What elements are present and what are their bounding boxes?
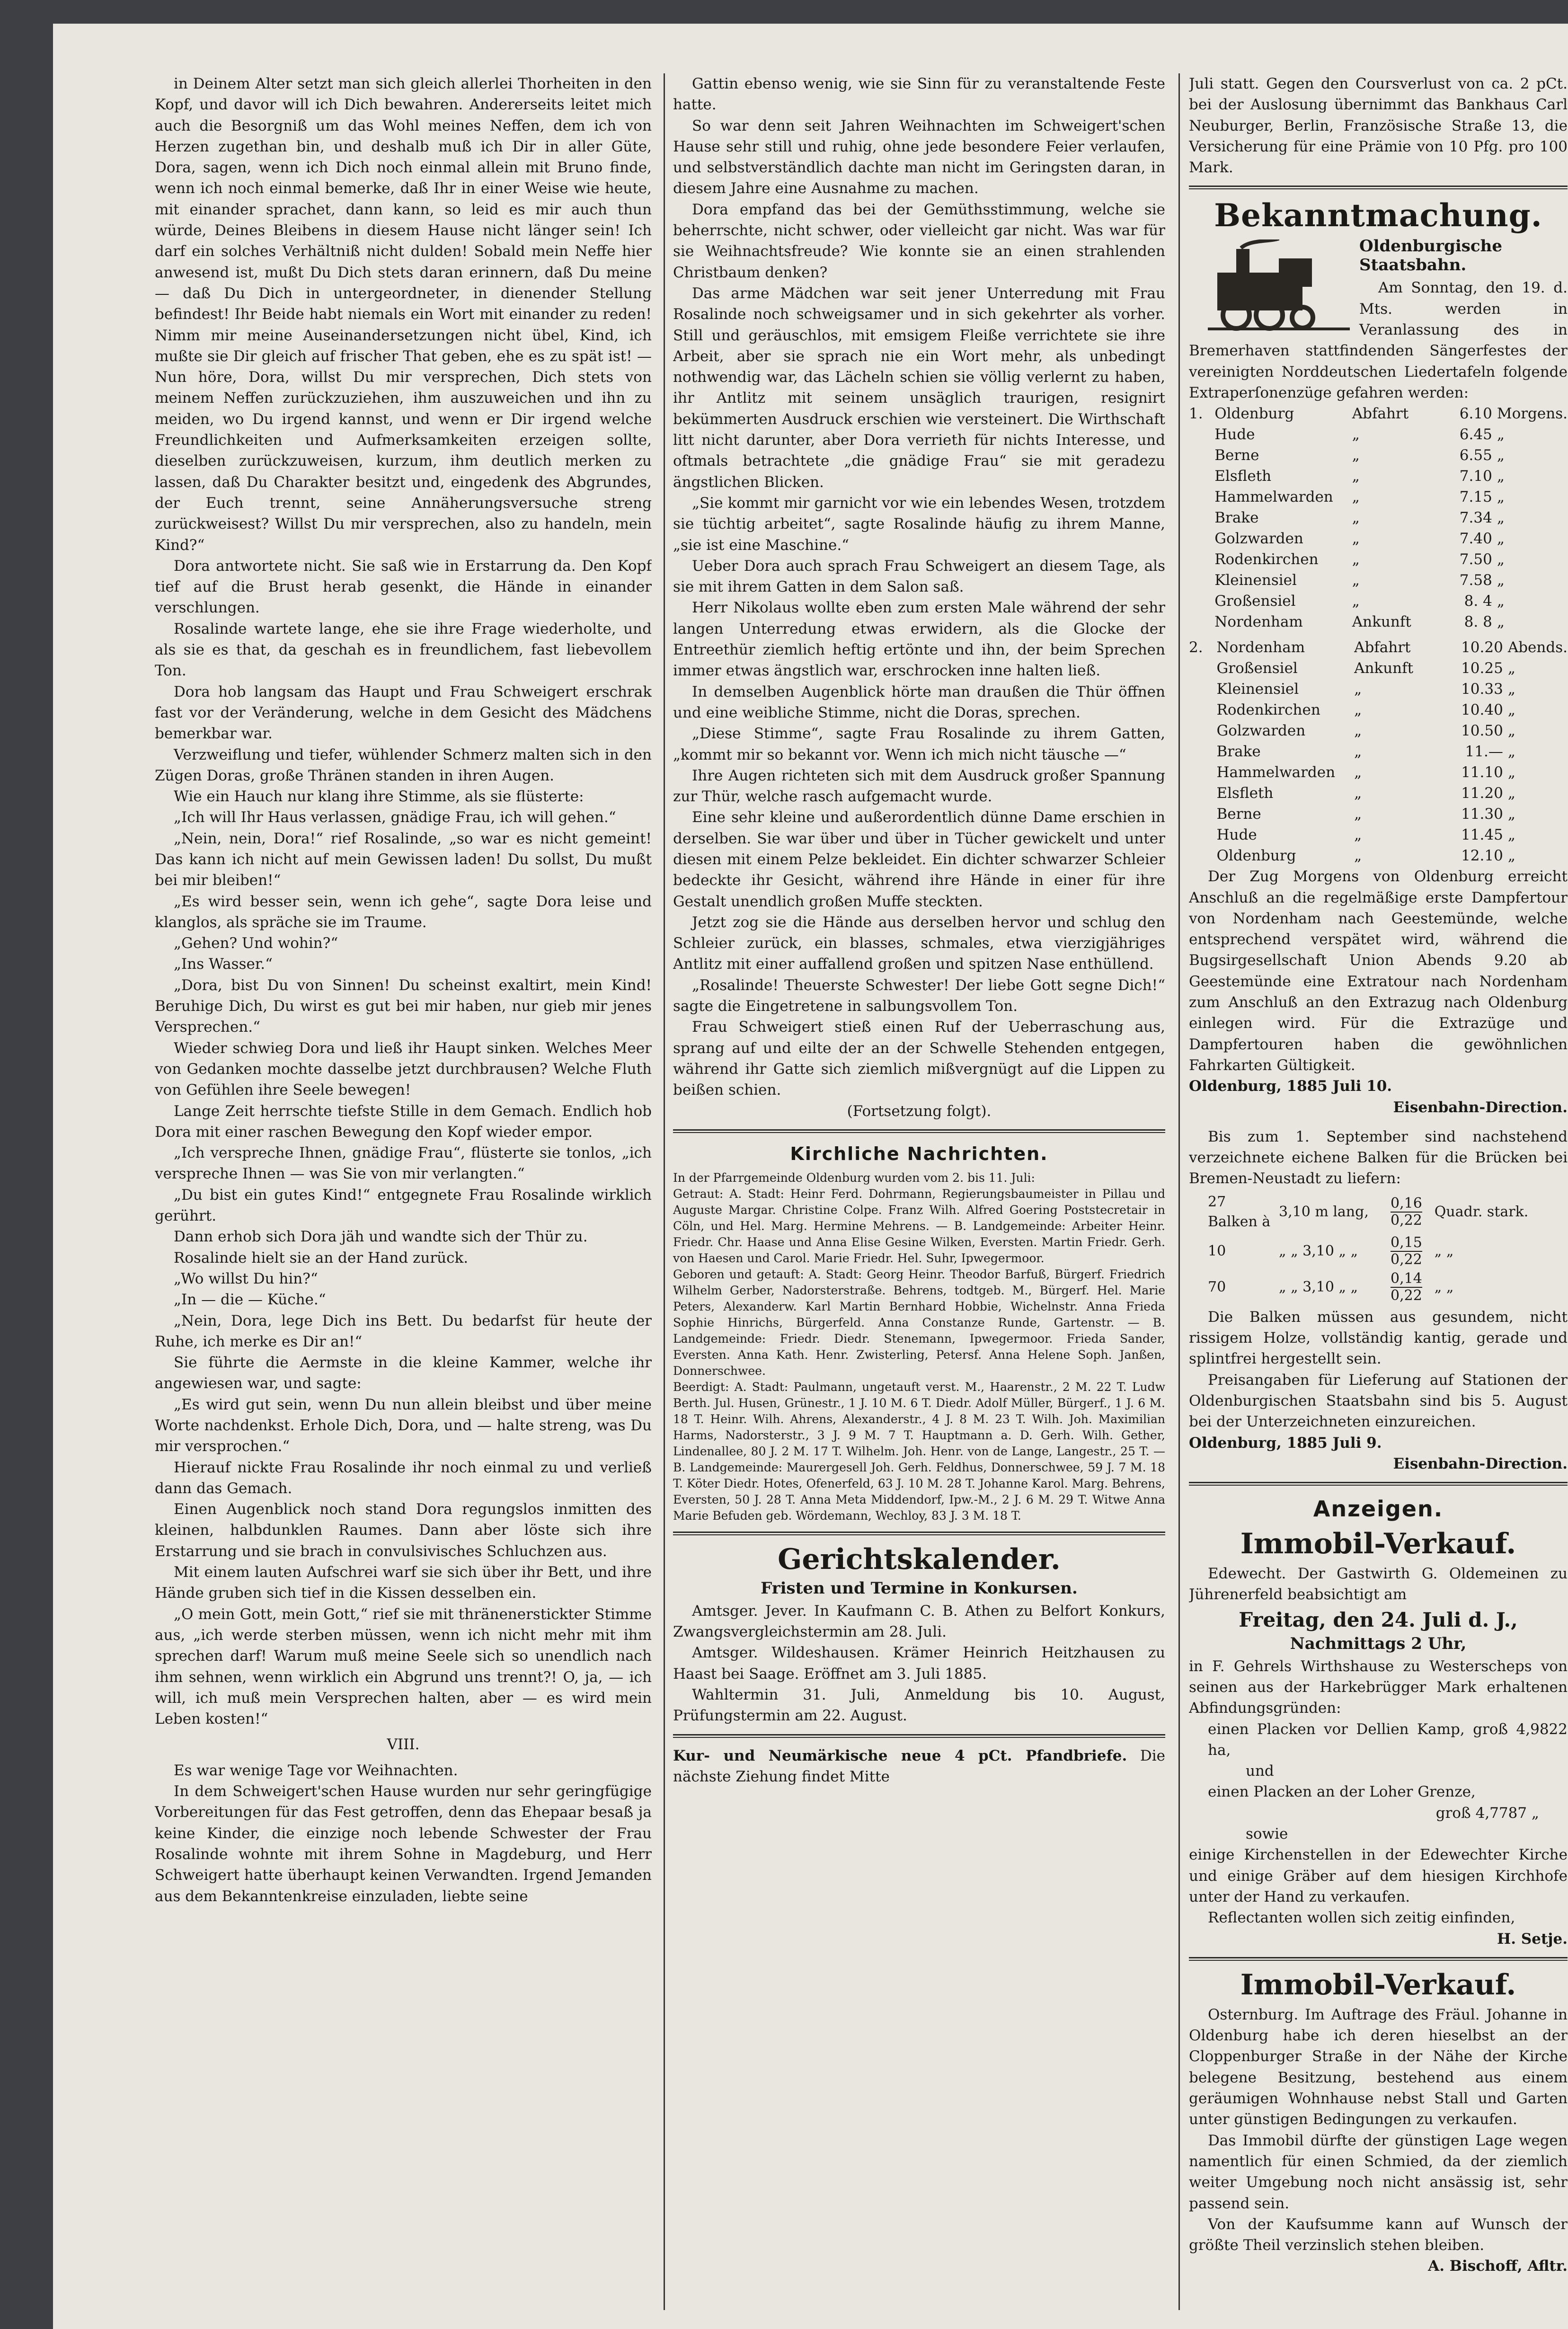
- notice-signature: Eisenbahn-Direction.: [1393, 1098, 1568, 1116]
- train-time: 10.40: [1461, 701, 1503, 719]
- paragraph: „Ich verspreche Ihnen, gnädige Frau“, flüsterte sie tonlos, „ich verspreche Ihnen — was Sie von mir verlangten.“: [155, 1144, 652, 1183]
- ad1-time: Nachmittags 2 Uhr,: [1290, 1634, 1467, 1653]
- time-of-day: „: [1507, 660, 1515, 677]
- beam-row: [1189, 1192, 1568, 1232]
- column-1: [155, 73, 652, 2310]
- paragraph: Eine sehr kleine und außerordentlich dünne Dame erschien in derselben. Sie war über und über in Tücher gewickelt und unter diesen mit einem Pelze bekleidet. Ein dichter schwarzer Schleier bedeckte ihr Gesicht, während ihre Hände in einer für ihre Gestalt unendlich großen Muffe steckten.: [673, 809, 1165, 910]
- divider: [673, 1734, 1165, 1738]
- train-time: 6.55: [1459, 447, 1492, 464]
- ad2-text-2: Das Immobil dürfte der günstigen Lage wegen namentlich für einen Schmied, da der ziemlich weiter Umgebung noch nicht ansässig ist, sehr passend sein.: [1189, 2132, 1568, 2212]
- station-name: Berne: [1216, 806, 1261, 823]
- train-time: 11.45: [1461, 826, 1503, 844]
- departure-arrival: „: [1354, 722, 1362, 740]
- notice-subheading: Oldenburgische Staatsbahn.: [1359, 237, 1502, 275]
- time-of-day: „: [1507, 681, 1515, 698]
- station-name: Großensiel: [1216, 660, 1298, 677]
- beam-unit: „ „: [1434, 1242, 1454, 1259]
- beams-intro: Bis zum 1. September sind nachstehend verzeichnete eichene Balken für die Brücken bei Bremen-Neustadt zu liefern:: [1189, 1128, 1568, 1187]
- time-of-day: „: [1497, 530, 1505, 548]
- train-time: 10.33: [1461, 681, 1503, 698]
- station-name: Hude: [1216, 826, 1257, 844]
- column-2: [673, 73, 1165, 2310]
- train-time: 7.10: [1459, 468, 1492, 485]
- time-of-day: „: [1507, 743, 1515, 761]
- beams-signature: Eisenbahn-Direction.: [1393, 1455, 1568, 1472]
- divider: [1189, 1957, 1568, 1961]
- beam-count: 10: [1208, 1242, 1226, 1259]
- train-time: 7.40: [1459, 530, 1492, 548]
- paragraph: „Gehen? Und wohin?“: [174, 935, 338, 952]
- departure-arrival: „: [1352, 468, 1360, 485]
- paragraph: „Es wird gut sein, wenn Du nun allein bleibst und über meine Worte nachdenkst. Erhole Dich, Dora, und — halte streng, was Du mir versprochen.“: [155, 1396, 652, 1455]
- paragraph: „Nein, Dora, lege Dich ins Bett. Du bedarfst für heute der Ruhe, ich merke es Dir an!“: [155, 1312, 652, 1350]
- ad1-and: und: [1246, 1762, 1274, 1780]
- train-row: [1189, 762, 1568, 783]
- train-number: [1189, 783, 1217, 804]
- divider: [1189, 1482, 1568, 1486]
- time-of-day: Morgens.: [1497, 405, 1568, 423]
- chapter-heading: VIII.: [387, 1736, 420, 1753]
- paragraph: „In — die — Küche.“: [174, 1291, 326, 1309]
- notice-heading: Bekanntmachung.: [1214, 197, 1542, 234]
- paragraph: Ueber Dora auch sprach Frau Schweigert an diesem Tage, als sie mit ihrem Gatten in dem Salon saß.: [673, 557, 1165, 596]
- train-row: [1189, 741, 1568, 762]
- time-of-day: „: [1497, 572, 1505, 589]
- time-of-day: „: [1497, 488, 1505, 506]
- paragraph: „Nein, nein, Dora!“ rief Rosalinde, „so war es nicht gemeint! Das kann ich nicht auf mein Gewissen laden! Du sollst, Du mußt bei mir bleiben!“: [155, 830, 652, 889]
- church-news: [673, 1170, 1165, 1524]
- column-rule: [664, 73, 665, 2310]
- train-row: [1189, 658, 1568, 679]
- paragraph: In der Pfarrgemeinde Oldenburg wurden vom 2. bis 11. Juli:: [673, 1170, 1035, 1185]
- fraction-bottom: 0,22: [1391, 1251, 1422, 1268]
- story-text: [155, 73, 652, 1729]
- paragraph: Sie führte die Aermste in die kleine Kammer, welche ihr angewiesen war, und sagte:: [155, 1354, 652, 1392]
- paragraph: Lange Zeit herrschte tiefste Stille in dem Gemach. Endlich hob Dora mit einer raschen Bewegung den Kopf wieder empor.: [155, 1102, 652, 1141]
- paragraph: Ihre Augen richteten sich mit dem Ausdruck großer Spannung zur Thür, welche rasch aufgemacht wurde.: [673, 767, 1165, 806]
- fraction-top: 0,16: [1391, 1195, 1422, 1212]
- paragraph: „Du bist ein gutes Kind!“ entgegnete Frau Rosalinde wirklich gerührt.: [155, 1186, 652, 1225]
- train-row: [1189, 824, 1568, 845]
- train-row: [1189, 466, 1568, 487]
- paragraph: Verzweiflung und tiefer, wühlender Schmerz malten sich in den Zügen Doras, große Thränen standen in ihren Augen.: [155, 746, 652, 784]
- train-time: 12.10: [1461, 847, 1503, 865]
- paragraph: So war denn seit Jahren Weihnachten im Schweigert'schen Hause sehr still und ruhig, ohne jede besondere Feier verlaufen, und selbstverständlich dachte man nicht im Geringsten daran, in diesem Jahre eine Ausnahme zu machen.: [673, 117, 1165, 197]
- train-number: [1189, 424, 1214, 445]
- beams-list: [1189, 1192, 1568, 1304]
- station-name: Rodenkirchen: [1216, 701, 1320, 719]
- train-time: 6.45: [1459, 426, 1492, 443]
- paragraph: Dora antwortete nicht. Sie saß wie in Erstarrung da. Den Kopf tief auf die Brust herab gesenkt, die Hände in einander verschlungen.: [155, 557, 652, 617]
- beams-place: Oldenburg, 1885 Juli 9.: [1189, 1434, 1382, 1452]
- train-time: 7.15: [1459, 488, 1492, 506]
- ad1-lot-1: einen Placken vor Dellien Kamp, groß 4,9822 ha,: [1208, 1720, 1568, 1759]
- divider: [1189, 186, 1568, 189]
- paragraph: Rosalinde wartete lange, ehe sie ihre Frage wiederholte, und als sie es that, da geschah es in freundlichem, fast liebevollem Ton.: [155, 620, 652, 680]
- departure-arrival: Abfahrt: [1354, 639, 1411, 656]
- ad2-signature: A. Bischoff, Afltr.: [1428, 2258, 1568, 2275]
- departure-arrival: „: [1352, 572, 1360, 589]
- train-number: [1189, 762, 1217, 783]
- bonds-notice: [673, 1745, 1165, 1788]
- ad1-date: Freitag, den 24. Juli d. J.,: [1239, 1608, 1518, 1631]
- fraction-bottom: 0,22: [1391, 1212, 1422, 1229]
- train-table-2: [1189, 637, 1568, 866]
- departure-arrival: „: [1354, 785, 1362, 802]
- station-name: Brake: [1214, 509, 1259, 527]
- station-name: Hude: [1214, 426, 1255, 443]
- paragraph: Wahltermin 31. Juli, Anmeldung bis 10. August, Prüfungstermin am 22. August.: [673, 1686, 1165, 1725]
- beam-length: „ „ 3,10 „ „: [1279, 1242, 1358, 1259]
- station-name: Nordenham: [1214, 613, 1303, 631]
- train-number: [1189, 466, 1214, 487]
- time-of-day: „: [1497, 468, 1505, 485]
- train-time: 7.34: [1459, 509, 1492, 527]
- train-row: [1189, 783, 1568, 804]
- ad1-also: sowie: [1246, 1825, 1288, 1843]
- departure-arrival: Ankunft: [1352, 613, 1411, 631]
- paragraph: Amtsger. Wildeshausen. Krämer Heinrich Heitzhausen zu Haast bei Saage. Eröffnet am 3. Juli 1885.: [673, 1644, 1165, 1683]
- paragraph: „Ins Wasser.“: [174, 956, 273, 973]
- beam-fraction: [1391, 1235, 1422, 1268]
- ad1-lot-2-size: groß 4,7787 „: [1435, 1804, 1539, 1822]
- train-number: [1189, 507, 1214, 528]
- paragraph: „Diese Stimme“, sagte Frau Rosalinde zu ihrem Gatten, „kommt mir so bekannt vor. Wenn ich mich nicht täusche —“: [673, 725, 1165, 763]
- paragraph: „Rosalinde! Theuerste Schwester! Der liebe Gott segne Dich!“ sagte die Eingetretene in salbungsvollem Ton.: [673, 976, 1165, 1015]
- departure-arrival: „: [1352, 551, 1360, 568]
- station-name: Nordenham: [1216, 639, 1305, 656]
- court-subheading: Fristen und Termine in Konkursen.: [761, 1578, 1078, 1598]
- ad1-text-3: einige Kirchenstellen in der Edewechter Kirche und einige Gräber auf dem hiesigen Kirchhofe unter der Hand zu verkaufen.: [1189, 1846, 1568, 1905]
- train-time: 8. 8: [1464, 613, 1492, 631]
- train-row: [1189, 611, 1568, 632]
- beam-row: [1189, 1271, 1568, 1304]
- ad1-text-2: in F. Gehrels Wirthshause zu Westerscheps von seinen aus der Harkebrügger Mark erhaltenen Abfindungsgründen:: [1189, 1657, 1568, 1717]
- beam-unit: Quadr. stark.: [1434, 1203, 1529, 1220]
- station-name: Elsfleth: [1214, 468, 1272, 485]
- train-row: [1189, 679, 1568, 700]
- train-time: 11.10: [1461, 764, 1503, 781]
- train-row: [1189, 424, 1568, 445]
- departure-arrival: „: [1352, 426, 1360, 443]
- time-of-day: Abends.: [1507, 639, 1568, 656]
- train-number: [1189, 741, 1217, 762]
- station-name: Golzwarden: [1214, 530, 1303, 548]
- departure-arrival: „: [1352, 593, 1360, 610]
- departure-arrival: „: [1354, 681, 1362, 698]
- paragraph: Mit einem lauten Aufschrei warf sie sich über ihr Bett, und ihre Hände gruben sich tief in die Kissen desselben ein.: [155, 1564, 652, 1602]
- train-row: [1189, 591, 1568, 611]
- train-time: 6.10: [1459, 405, 1492, 423]
- notice-place: Oldenburg, 1885 Juli 10.: [1189, 1078, 1392, 1095]
- ad2-text-3: Von der Kaufsumme kann auf Wunsch der größte Theil verzinslich stehen bleiben.: [1189, 2215, 1568, 2254]
- paragraph: Beerdigt: A. Stadt: Paulmann, ungetauft verst. M., Haarenstr., 2 M. 22 T. Ludw Berth. Jul. Husen, Grünestr., 1 J. 10 M. 6 T. Diedr. Adolf Müller, Bürgerf., 1 J. 6 M. 18 T. Heinr. Wilh. Ahrens, Alexanderstr., 4 J. 8 M. 23 T. Wilh. Joh. Maximilian Harms, Nadorsterstr., 3 J. 9 M. 7 T. Hauptmann a. D. Gerh. Wilh. Gether, Lindenallee, 80 J. 2 M. 17 T. Wilhelm. Joh. Henr. von de Lange, Langestr., 25 T. — B. Landgemeinde: Maurergesell Joh. Gerh. Feldhus, Donnerschwee, 59 J. 7 M. 18 T. Köter Diedr. Hotes, Ofenerfeld, 63 J. 10 M. 28 T. Johanne Karol. Marg. Behrens, Eversten, 50 J. 28 T. Anna Meta Middendorf, Ipw.-M., 2 J. 6 M. 29 T. Witwe Anna Marie Befuden geb. Wördemann, Wechloy, 83 J. 3 M. 18 T.: [673, 1380, 1165, 1523]
- ad1-signature: H. Setje.: [1497, 1930, 1568, 1948]
- train-number: [1189, 487, 1214, 507]
- train-time: 10.20: [1461, 639, 1503, 656]
- train-number: [1189, 720, 1217, 741]
- column-rule: [1178, 73, 1180, 2310]
- train-number: [1189, 570, 1214, 591]
- train-number: [1189, 611, 1214, 632]
- paragraph: In dem Schweigert'schen Hause wurden nur sehr geringfügige Vorbereitungen für das Fest getroffen, denn das Ehepaar besaß ja keine Kinder, die einzige noch lebende Schwester der Frau Rosalinde wohnte mit ihrem Sohne in Magdeburg, und Herr Schweigert hatte überhaupt keinen Verwandten. Irgend Jemanden aus dem Bekanntenkreise einzuladen, liebte seine: [155, 1783, 652, 1905]
- train-number: [1189, 658, 1217, 679]
- departure-arrival: „: [1354, 701, 1362, 719]
- station-name: Rodenkirchen: [1214, 551, 1319, 568]
- train-number: [1189, 700, 1217, 720]
- ad2-text: Osternburg. Im Auftrage des Fräul. Johanne in Oldenburg habe ich deren hieselbst an der Cloppenburger Straße in der Nähe der Kirche belegene Besitzung, bestehend aus einem geräumigen Wohnhause nebst Stall und Garten unter günstigen Bedingungen zu verkaufen.: [1189, 2006, 1568, 2128]
- beams-after: Die Balken müssen aus gesundem, nicht rissigem Holze, vollständig kantig, gerade und splintfrei hergestellt sein.: [1189, 1308, 1568, 1368]
- beam-unit: „ „: [1434, 1278, 1454, 1295]
- time-of-day: „: [1497, 613, 1505, 631]
- beam-count: 27 Balken à: [1208, 1193, 1271, 1230]
- train-time: 8. 4: [1464, 593, 1492, 610]
- departure-arrival: „: [1352, 530, 1360, 548]
- departure-arrival: Ankunft: [1354, 660, 1414, 677]
- time-of-day: „: [1497, 426, 1505, 443]
- time-of-day: „: [1507, 764, 1515, 781]
- ad1-text-4: Reflectanten wollen sich zeitig einfinden,: [1208, 1909, 1515, 1927]
- station-name: Kleinensiel: [1216, 681, 1299, 698]
- departure-arrival: Abfahrt: [1352, 405, 1409, 423]
- time-of-day: „: [1507, 701, 1515, 719]
- beam-fraction: [1391, 1195, 1422, 1229]
- train-number: [1189, 824, 1217, 845]
- paragraph: Herr Nikolaus wollte eben zum ersten Male während der sehr langen Unterredung etwas erwidern, als die Glocke der Entreethür ziemlich heftig ertönte und ihn, der beim Sprechen immer etwas ängstlich war, erschrocken inne halten ließ.: [673, 599, 1165, 680]
- departure-arrival: „: [1354, 743, 1362, 761]
- paragraph: Wieder schwieg Dora und ließ ihr Haupt sinken. Welches Meer von Gedanken mochte dasselbe jetzt durchbrausen? Welche Fluth von Gefühlen ihre Seele bewegen!: [155, 1039, 652, 1099]
- beam-row: [1189, 1235, 1568, 1268]
- time-of-day: „: [1507, 826, 1515, 844]
- time-of-day: „: [1497, 551, 1505, 568]
- station-name: Oldenburg: [1216, 847, 1296, 865]
- ad1-heading: Immobil-Verkauf.: [1240, 1527, 1516, 1561]
- ads-heading: Anzeigen.: [1313, 1496, 1444, 1522]
- story-text-continued: [155, 1760, 652, 1907]
- paragraph: „Sie kommt mir garnicht vor wie ein lebendes Wesen, trotzdem sie tüchtig arbeitet“, sagte Rosalinde häufig zu ihrem Manne, „sie ist eine Maschine.“: [673, 494, 1165, 554]
- paragraph: Wie ein Hauch nur klang ihre Stimme, als sie flüsterte:: [174, 788, 584, 806]
- train-time: 7.58: [1459, 572, 1492, 589]
- station-name: Golzwarden: [1216, 722, 1306, 740]
- train-row: [1189, 700, 1568, 720]
- train-number: [1189, 679, 1217, 700]
- train-row: [1189, 720, 1568, 741]
- train-row: [1189, 637, 1568, 658]
- ad1-text: Edewecht. Der Gastwirth G. Oldemeinen zu Jührenerfeld beabsichtigt am: [1189, 1565, 1568, 1603]
- bonds-continued: Juli statt. Gegen den Coursverlust von ca. 2 pCt. bei der Auslosung übernimmt das Bankhaus Carl Neuburger, Berlin, Französische Straße 13, die Versicherung für eine Prämie von 10 Pfg. pro 100 Mark.: [1189, 75, 1568, 177]
- train-time: 11.—: [1465, 743, 1503, 761]
- station-name: Kleinensiel: [1214, 572, 1297, 589]
- time-of-day: „: [1497, 593, 1505, 610]
- beam-length: 3,10 m lang,: [1279, 1203, 1369, 1220]
- paragraph: „Es wird besser sein, wenn ich gehe“, sagte Dora leise und klanglos, als spräche sie im Traume.: [155, 893, 652, 931]
- paragraph: Dora empfand das bei der Gemüthsstimmung, welche sie beherrschte, nicht schwer, oder vielleicht gar nicht. Was war für sie Weihnachtsfreude? Wie konnte sie an einen strahlenden Christbaum denken?: [673, 201, 1165, 281]
- train-row: [1189, 403, 1568, 424]
- train-time: 10.25: [1461, 660, 1503, 677]
- train-number: [1189, 528, 1214, 549]
- train-number: 1.: [1189, 405, 1203, 423]
- time-of-day: „: [1507, 785, 1515, 802]
- notice-text: Am Sonntag, den 19. d. Mts. werden in Veranlassung des in Bremerhaven stattfindenden Sängerfestes der vereinigten Norddeutschen Liedertafeln folgende Extraperſonenzüge gefahren werden:: [1189, 279, 1568, 401]
- beams-after-2: Preisangaben für Lieferung auf Stationen der Oldenburgischen Staatsbahn sind bis 5. August bei der Unterzeichneten einzureichen.: [1189, 1371, 1568, 1431]
- time-of-day: „: [1507, 847, 1515, 865]
- church-news-heading: Kirchliche Nachrichten.: [790, 1143, 1048, 1164]
- locomotive-icon: [1208, 239, 1350, 334]
- paragraph: Dora hob langsam das Haupt und Frau Schweigert erschrak fast vor der Veränderung, welche in dem Gesicht des Mädchens bemerkbar war.: [155, 683, 652, 743]
- ad1-lot-2: einen Placken an der Loher Grenze,: [1208, 1783, 1476, 1801]
- time-of-day: „: [1497, 509, 1505, 527]
- station-name: Berne: [1214, 447, 1259, 464]
- time-of-day: „: [1497, 447, 1505, 464]
- train-row: [1189, 445, 1568, 466]
- paragraph: „Wo willst Du hin?“: [174, 1270, 318, 1287]
- paragraph: Gattin ebenso wenig, wie sie Sinn für zu veranstaltende Feste hatte.: [673, 75, 1165, 114]
- beam-count: 70: [1208, 1278, 1226, 1295]
- departure-arrival: „: [1352, 447, 1360, 464]
- paragraph: Getraut: A. Stadt: Heinr Ferd. Dohrmann, Regierungsbaumeister in Pillau und Auguste Margar. Christine Colpe. Franz Wilh. Alfred Goering Poststecretair in Cöln, und Hel. Marg. Hermine Mehrens. — B. Landgemeinde: Arbeiter Heinr. Friedr. Chr. Haase und Anna Elise Gesine Wilken, Eversten. Martin Friedr. Gerh. von Haesen und Carol. Marie Friedr. Hel. Suhr, Ipwegermoor.: [673, 1187, 1165, 1265]
- departure-arrival: „: [1352, 488, 1360, 506]
- paragraph: Es war wenige Tage vor Weihnachten.: [174, 1762, 458, 1779]
- train-row: [1189, 487, 1568, 507]
- departure-arrival: „: [1352, 509, 1360, 527]
- beam-fraction: [1391, 1271, 1422, 1304]
- bonds-title: Kur- und Neumärkische neue 4 pCt. Pfandbriefe.: [673, 1747, 1127, 1764]
- fraction-bottom: 0,22: [1391, 1287, 1422, 1304]
- train-row: [1189, 528, 1568, 549]
- departure-arrival: „: [1354, 764, 1362, 781]
- station-name: Oldenburg: [1214, 405, 1294, 423]
- train-row: [1189, 507, 1568, 528]
- paragraph: „Ich will Ihr Haus verlassen, gnädige Frau, ich will gehen.“: [174, 809, 616, 826]
- paragraph: Frau Schweigert stieß einen Ruf der Ueberraschung aus, sprang auf und eilte der an der Schwelle Stehenden entgegen, während ihr Gatte sich ziemlich mißvergnügt auf die Lippen zu beißen schien.: [673, 1018, 1165, 1099]
- train-table-1: [1189, 403, 1568, 632]
- story-text: [673, 73, 1165, 1101]
- paragraph: In demselben Augenblick hörte man draußen die Thür öffnen und eine weibliche Stimme, nicht die Doras, sprechen.: [673, 683, 1165, 721]
- paragraph: in Deinem Alter setzt man sich gleich allerlei Thorheiten in den Kopf, und davor will ich Dich bewahren. Andererseits leitet mich auch die Besorgniß um das Wohl meines Neffen, dem ich von Herzen zugethan bin, und deshalb muß ich Dir in aller Güte, Dora, sagen, wenn ich Dich noch einmal allein mit Bruno finde, wenn ich noch einmal bemerke, daß Ihr in einer Weise wie heute, mit einander sprachet, dann kann, so leid es mir auch thun würde, Deines Bleibens in diesem Hause nicht länger sein! Ich darf ein solches Verhältniß nicht dulden! Sobald mein Neffe hier anwesend ist, mußt Du Dich stets daran erinnern, daß Du meine — daß Du Dich in untergeordneter, in dienender Stellung befindest! Ihr Beide habt niemals ein Wort mit einander zu reden! Nimm mir meine Auseinandersetzungen nicht übel, Kind, ich mußte sie Dir gleich auf frischer That geben, ehe es zu spät ist! — Nun höre, Dora, willst Du mir versprechen, Dich stets von meinem Neffen zurückzuziehen, ihm auszuweichen und ihn zu meiden, wo Du irgend kannst, und wenn er Dir irgend welche Freundlichkeiten und Aufmerksamkeiten erzeigen sollte, dieselben zurückzuweisen, kurzum, ihm deutlich merken zu lassen, daß Du Charakter besitzt und, eingedenk des Abgrundes, der Euch trennt, seine Annäherungsversuche streng zurückweisest? Willst Du mir versprechen, also zu handeln, mein Kind?“: [155, 75, 652, 554]
- beam-length: „ „ 3,10 „ „: [1279, 1278, 1358, 1295]
- continued-note: (Fortsetzung folgt).: [847, 1102, 992, 1120]
- newspaper-page: [53, 24, 1568, 2329]
- train-row: [1189, 804, 1568, 824]
- train-row: [1189, 845, 1568, 866]
- train-row: [1189, 549, 1568, 570]
- station-name: Brake: [1216, 743, 1261, 761]
- paragraph: Dann erhob sich Dora jäh und wandte sich der Thür zu.: [174, 1228, 588, 1246]
- paragraph: Das arme Mädchen war seit jener Unterredung mit Frau Rosalinde noch schweigsamer und in sich gekehrter als vorher. Still und geräuschlos, mit emsigem Fleiße verrichtete sie ihre Arbeit, aber sie sprach nie ein Wort mehr, als unbedingt nothwendig war, das Lächeln schien sie völlig verlernt zu haben, ihr Antlitz mit seinem unsäglich traurigen, resignirt bekümmerten Ausdruck erschien wie versteinert. Die Wirthschaft litt nicht darunter, aber Dora verrieth für nichts Interesse, und oftmals betrachtete „die gnädige Frau“ sie mit geradezu ängstlichen Blicken.: [673, 284, 1165, 491]
- station-name: Großensiel: [1214, 593, 1296, 610]
- bonds-text: Die nächste Ziehung findet Mitte: [673, 1747, 1165, 1785]
- train-time: 7.50: [1459, 551, 1492, 568]
- departure-arrival: „: [1354, 826, 1362, 844]
- station-name: Hammelwarden: [1216, 764, 1336, 781]
- paragraph: Hierauf nickte Frau Rosalinde ihr noch einmal zu und verließ dann das Gemach.: [155, 1459, 652, 1497]
- train-number: [1189, 549, 1214, 570]
- train-number: [1189, 804, 1217, 824]
- paragraph: Amtsger. Jever. In Kaufmann C. B. Athen zu Belfort Konkurs, Zwangsvergleichstermin am 28. Juli.: [673, 1602, 1165, 1641]
- train-number: [1189, 445, 1214, 466]
- station-name: Hammelwarden: [1214, 488, 1333, 506]
- divider: [673, 1532, 1165, 1535]
- paragraph: Einen Augenblick noch stand Dora regungslos inmitten des kleinen, halbdunklen Raumes. Dann aber löste sich ihre Erstarrung und sie brach in convulsivisches Schluchzen aus.: [155, 1501, 652, 1560]
- station-name: Elsfleth: [1216, 785, 1274, 802]
- time-of-day: „: [1507, 806, 1515, 823]
- ad2-heading: Immobil-Verkauf.: [1240, 1968, 1516, 2001]
- departure-arrival: „: [1354, 806, 1362, 823]
- train-time: 10.50: [1461, 722, 1503, 740]
- court-calendar-heading: Gerichtskalender.: [778, 1542, 1061, 1576]
- train-row: [1189, 570, 1568, 591]
- train-time: 11.20: [1461, 785, 1503, 802]
- train-number: [1189, 591, 1214, 611]
- paragraph: „O mein Gott, mein Gott,“ rief sie mit thränenerstickter Stimme aus, „ich werde sterben müssen, wenn ich nicht mehr mit ihm sprechen darf! Warum muß meine Seele sich so unendlich nach ihm sehnen, wenn wirklich ein Abgrund uns trennt?! O, ja, — ich will, ich muß mein Versprechen halten, aber — es wird mein Leben kosten!“: [155, 1605, 652, 1728]
- divider: [673, 1129, 1165, 1133]
- train-time: 11.30: [1461, 806, 1503, 823]
- notice-after: Der Zug Morgens von Oldenburg erreicht Anschluß an die regelmäßige erste Dampfertour von Nordenham nach Geestemünde, welche entsprechend verspätet wird, während die Bugsirgesellschaft Union Abends 9.20 ab Geestemünde eine Extratour nach Nordenham zum Anschluß an den Extrazug nach Oldenburg einlegen wird. Für die Extrazüge und Dampfertouren haben die gewöhnlichen Fahrkarten Gültigkeit.: [1189, 868, 1568, 1074]
- court-entries: [673, 1601, 1165, 1727]
- column-3: [1189, 73, 1568, 2310]
- time-of-day: „: [1507, 722, 1515, 740]
- paragraph: Geboren und getauft: A. Stadt: Georg Heinr. Theodor Barfuß, Bürgerf. Friedrich Wilhelm Gerber, Nadorsterstraße. Behrens, todtgeb. M., Bürgerf. Hel. Marie Peters, Alexanderw. Karl Martin Bernhard Hobbie, Wichelnstr. Anna Frieda Sophie Hinrichs, Bürgerfeld. Anna Constanze Runde, Gartenstr. — B. Landgemeinde: Friedr. Diedr. Stenemann, Ipwegermoor. Frieda Sander, Eversten. Anna Kath. Henr. Zwisterling, Petersf. Anna Helene Soph. Janßen, Donnerschwee.: [673, 1267, 1165, 1378]
- departure-arrival: „: [1354, 847, 1362, 865]
- train-number: 2.: [1189, 639, 1203, 656]
- fraction-top: 0,15: [1391, 1234, 1422, 1251]
- fraction-top: 0,14: [1391, 1270, 1422, 1287]
- train-number: [1189, 845, 1217, 866]
- paragraph: Rosalinde hielt sie an der Hand zurück.: [174, 1249, 469, 1266]
- paragraph: Jetzt zog sie die Hände aus derselben hervor und schlug den Schleier zurück, ein blasses, schmales, etwa vierzigjähriges Antlitz mit einer auffallend großen und spitzen Nase enthüllend.: [673, 913, 1165, 973]
- paragraph: „Dora, bist Du von Sinnen! Du scheinst exaltirt, mein Kind! Beruhige Dich, Du wirst es gut bei mir haben, nur gieb mir jenes Versprechen.“: [155, 976, 652, 1036]
